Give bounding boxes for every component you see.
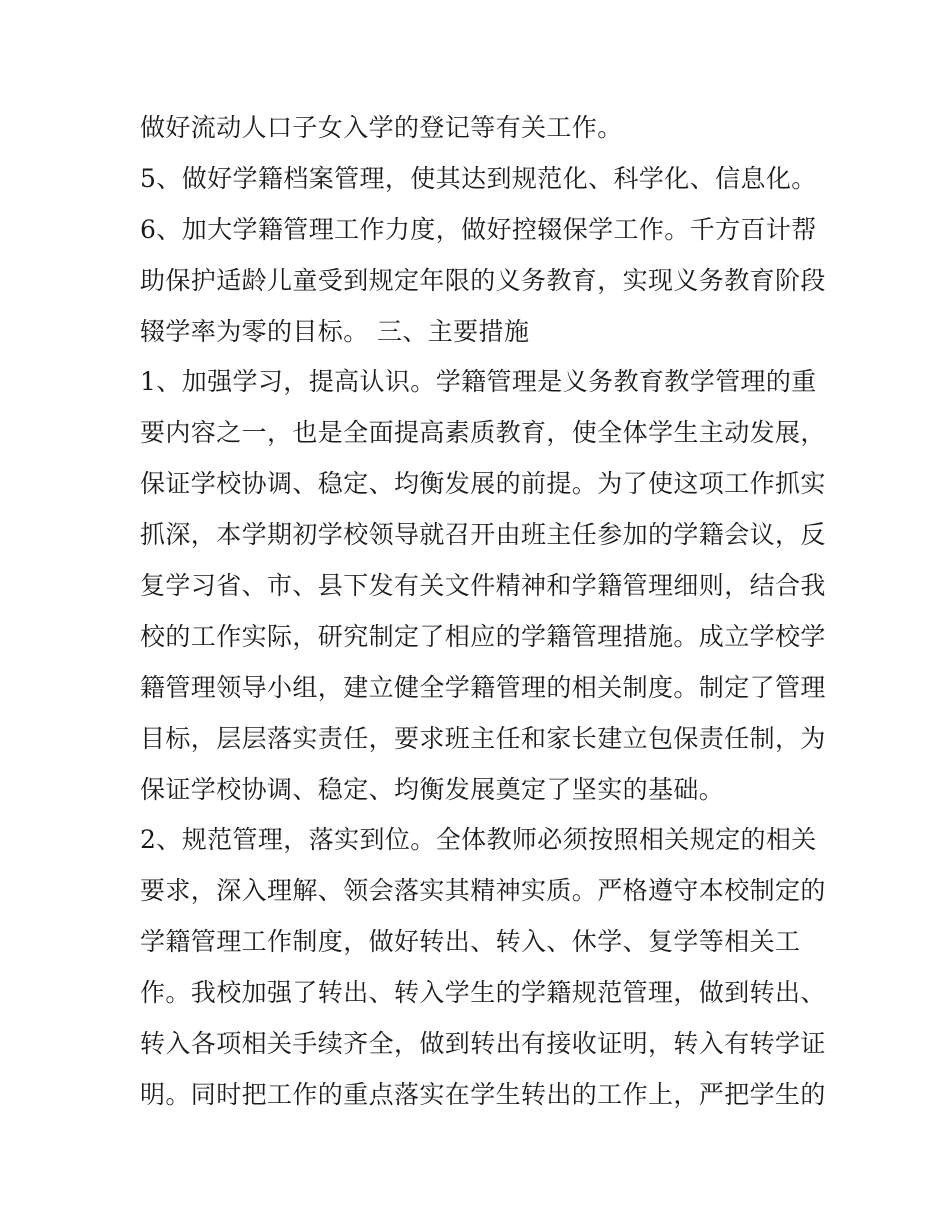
text-line: 保证学校协调、稳定、均衡发展奠定了坚实的基础。 — [140, 774, 725, 804]
text-line: 要求，深入理解、领会落实其精神实质。严格遵守本校制定的 — [140, 876, 826, 906]
text-line: 校的工作实际，研究制定了相应的学籍管理措施。成立学校学 — [140, 621, 826, 651]
text-line: 6、加大学籍管理工作力度，做好控辍保学工作。千方百计帮 — [140, 214, 817, 244]
text-line: 作。我校加强了转出、转入学生的学籍规范管理，做到转出、 — [140, 978, 826, 1008]
text-line: 目标，层层落实责任，要求班主任和家长建立包保责任制，为 — [140, 723, 826, 753]
text-line: 1、加强学习，提高认识。学籍管理是义务教育教学管理的重 — [140, 367, 817, 397]
document-body — [140, 103, 830, 1121]
text-line: 5、做好学籍档案管理，使其达到规范化、科学化、信息化。 — [140, 163, 817, 193]
text-line: 籍管理领导小组，建立健全学籍管理的相关制度。制定了管理 — [140, 672, 826, 702]
text-line: 辍学率为零的目标。 三、主要措施 — [140, 316, 530, 346]
text-line: 保证学校协调、稳定、均衡发展的前提。为了使这项工作抓实 — [140, 469, 826, 499]
text-line: 抓深，本学期初学校领导就召开由班主任参加的学籍会议，反 — [140, 520, 826, 550]
text-line: 要内容之一，也是全面提高素质教育，使全体学生主动发展， — [140, 418, 826, 448]
text-line: 2、规范管理，落实到位。全体教师必须按照相关规定的相关 — [140, 825, 817, 855]
text-line: 助保护适龄儿童受到规定年限的义务教育，实现义务教育阶段 — [140, 265, 826, 295]
text-line: 转入各项相关手续齐全，做到转出有接收证明，转入有转学证 — [140, 1029, 826, 1059]
text-line: 复学习省、市、县下发有关文件精神和学籍管理细则，结合我 — [140, 571, 826, 601]
text-line: 做好流动人口子女入学的登记等有关工作。 — [140, 113, 623, 142]
text-line: 学籍管理工作制度，做好转出、转入、休学、复学等相关工 — [140, 927, 801, 957]
text-line: 明。同时把工作的重点落实在学生转出的工作上，严把学生的 — [140, 1079, 826, 1109]
